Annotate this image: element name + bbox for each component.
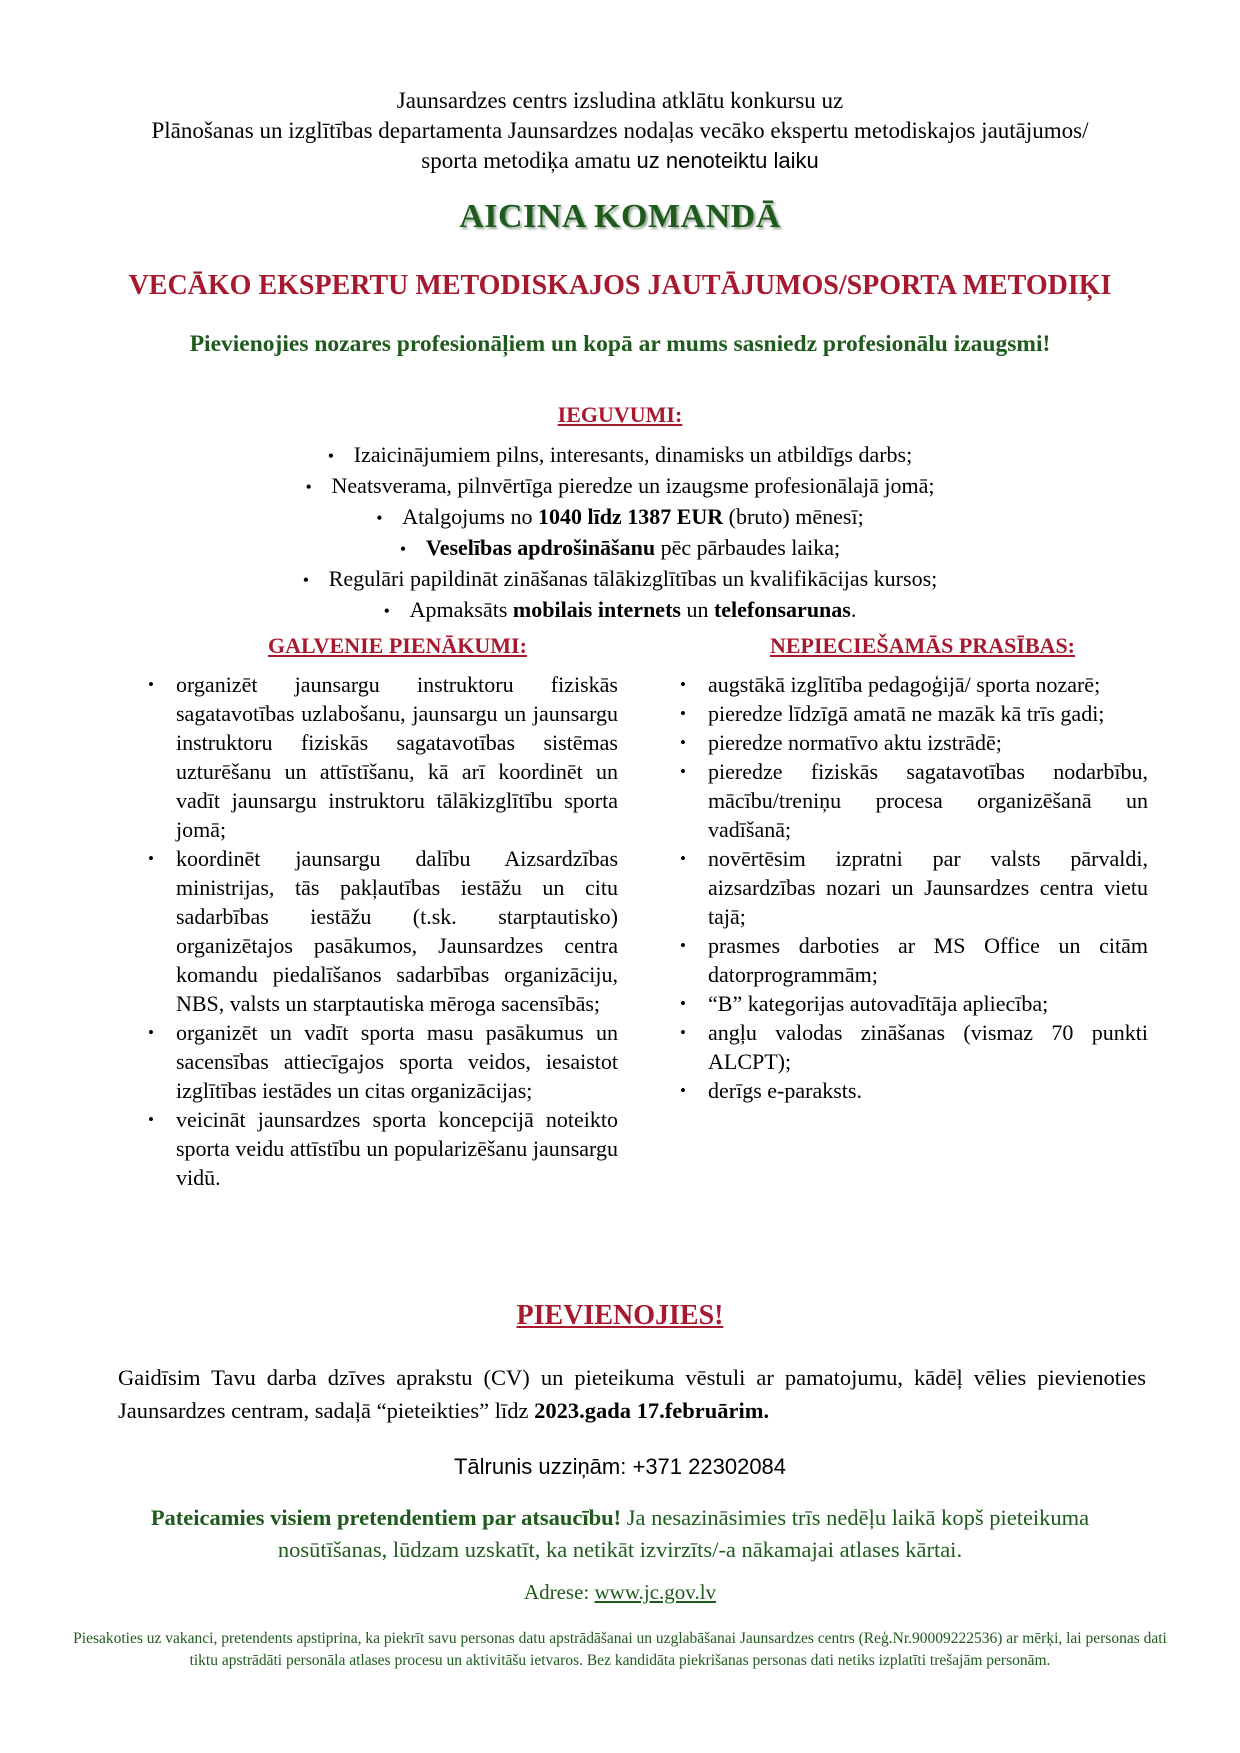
website-link[interactable]: www.jc.gov.lv	[594, 1580, 717, 1604]
benefit-item	[0, 502, 1240, 533]
benefit-emphasis: telefonsarunas	[713, 597, 851, 622]
duty-text: organizēt un vadīt sporta masu pasākumus un sacensības attiecīgajos sporta veidos, iesaistot izglītības iestādes un citas organizācijas;	[176, 1020, 618, 1103]
requirement-item	[680, 757, 1148, 844]
requirement-item	[680, 844, 1148, 931]
bullet-icon: •	[148, 1023, 154, 1042]
requirement-item	[680, 670, 1148, 699]
requirement-text: angļu valodas zināšanas (vismaz 70 punkti ALCPT);	[708, 1020, 1148, 1074]
benefit-text: (bruto) mēnesī;	[723, 504, 864, 529]
requirement-text: derīgs e-paraksts.	[708, 1078, 862, 1103]
duty-item	[148, 1105, 618, 1192]
benefit-item	[0, 533, 1240, 564]
duty-text: veicināt jaunsardzes sporta koncepcijā noteikto sporta veidu attīstību un popularizēšanu jaunsargu vidū.	[176, 1107, 618, 1190]
bullet-icon: •	[680, 849, 686, 868]
duties-list	[148, 670, 618, 1192]
bullet-icon: •	[302, 570, 310, 590]
benefit-text: Atalgojums no	[402, 504, 538, 529]
requirement-text: pieredze normatīvo aktu izstrādē;	[708, 730, 1002, 755]
bullet-icon: •	[680, 704, 686, 723]
duties-heading: GALVENIE PIENĀKUMI:	[268, 633, 527, 658]
bullet-icon: •	[399, 539, 407, 559]
address-line	[0, 1580, 1240, 1605]
bullet-icon: •	[305, 477, 312, 497]
bullet-icon: •	[148, 675, 154, 694]
bullet-icon: •	[327, 446, 335, 466]
requirement-text: novērtēsim izpratni par valsts pārvaldi, aizsardzības nozari un Jaunsardzes centra vietu tajā;	[708, 846, 1148, 929]
duty-text: organizēt jaunsargu instruktoru fiziskās sagatavotības uzlabošanu, jaunsargu un jaunsargu instruktoru fiziskās sagatavotības sistēmas uzturēšanu un attīstīšanu, kā arī koordinēt un vadīt jaunsargu instruktoru tālākizglītību sporta jomā;	[176, 672, 618, 842]
requirement-text: prasmes darboties ar MS Office un citām datorprogrammām;	[708, 933, 1148, 987]
thanks-bold: Pateicamies visiem pretendentiem par atsaucību!	[150, 1505, 622, 1530]
requirements-list	[680, 670, 1148, 1105]
benefit-item	[0, 564, 1240, 595]
benefit-text: Apmaksāts	[409, 597, 513, 622]
duty-item	[148, 670, 618, 844]
thanks-note	[150, 1502, 1090, 1566]
benefit-text: .	[850, 597, 857, 622]
intro-line-3-start: sporta metodiķa amatu	[421, 148, 637, 173]
cv-instructions-text: Gaidīsim Tavu darba dzīves aprakstu (CV) un pieteikuma vēstuli ar pamatojumu, kādēļ vēlies pievienoties Jaunsardzes centram, sadaļā “pieteikties” līdz	[118, 1365, 1146, 1423]
requirement-item	[680, 699, 1148, 728]
bullet-icon: •	[383, 601, 390, 621]
headline: AICINA KOMANDĀ	[459, 198, 781, 235]
thanks-text: Ja nesazināsimies trīs nedēļu laikā kopš pieteikuma nosūtīšanas, lūdzam uzskatīt, ka netikāt izvirzīts/-a nākamajai atlases kārtai.	[277, 1505, 1090, 1562]
bullet-icon: •	[680, 675, 686, 694]
benefit-item	[0, 595, 1240, 626]
requirement-item	[680, 931, 1148, 989]
tagline: Pievienojies nozares profesionāļiem un kopā ar mums sasniedz profesionālu izaugsmi!	[189, 331, 1051, 357]
duty-item	[148, 1018, 618, 1105]
bullet-icon: •	[148, 1110, 154, 1129]
benefit-emphasis: mobilais internets	[512, 597, 681, 622]
requirement-item	[680, 1018, 1148, 1076]
benefit-text: Neatsverama, pilnvērtīga pieredze un izaugsme profesionālajā jomā;	[331, 473, 935, 498]
duty-text: koordinēt jaunsargu dalību Aizsardzības ministrijas, tās pakļautības iestāžu un citu sadarbības iestāžu (t.sk. starptautisko) organizētajos pasākumos, Jaunsardzes centra komandu piedalīšanos sadarbības organizāciju, NBS, valsts un starptautiska mēroga sacensībās;	[176, 846, 618, 1016]
requirements-heading: NEPIECIEŠAMĀS PRASĪBAS:	[770, 633, 1076, 658]
bullet-icon: •	[680, 762, 686, 781]
benefit-emphasis: Veselības apdrošināšanu	[425, 535, 656, 560]
intro-line-3	[80, 146, 1160, 176]
bullet-icon: •	[680, 1081, 686, 1100]
intro-announcement	[80, 86, 1160, 176]
benefits-list	[0, 440, 1240, 626]
bullet-icon: •	[680, 994, 686, 1013]
bullet-icon: •	[680, 1023, 686, 1042]
benefit-item	[0, 471, 1240, 502]
requirement-item	[680, 728, 1148, 757]
benefits-heading: IEGUVUMI:	[557, 402, 683, 427]
requirement-text: pieredze fiziskās sagatavotības nodarbību, mācību/treniņu procesa organizēšanā un vadīšanā;	[708, 759, 1148, 842]
intro-line-3-end: uz nenoteiktu laiku	[636, 148, 819, 173]
benefit-text: pēc pārbaudes laika;	[655, 535, 841, 560]
cv-instructions	[118, 1361, 1146, 1427]
requirement-text: pieredze līdzīgā amatā ne mazāk kā trīs gadi;	[708, 701, 1105, 726]
requirement-text: “B” kategorijas autovadītāja apliecība;	[708, 991, 1049, 1016]
intro-line-2: Plānošanas un izglītības departamenta Jaunsardzes nodaļas vecāko ekspertu metodiskajos jautājumos/	[151, 118, 1089, 143]
benefit-item	[0, 440, 1240, 471]
intro-line-1: Jaunsardzes centrs izsludina atklātu konkursu uz	[396, 88, 844, 113]
benefit-text: Izaicinājumiem pilns, interesants, dinamisks un atbildīgs darbs;	[353, 442, 913, 467]
bullet-icon: •	[148, 849, 154, 868]
salary-range: 1040 līdz 1387 EUR	[537, 504, 724, 529]
duty-item	[148, 844, 618, 1018]
join-heading: PIEVIENOJIES!	[516, 1300, 724, 1331]
phone-info: Tālrunis uzziņām: +371 22302084	[453, 1454, 787, 1479]
privacy-footnote: Piesakoties uz vakanci, pretendents apstiprina, ka piekrīt savu personas datu apstrādāšanai un uzglabāšanai Jaunsardzes centrs (Reģ.Nr.90009222536) ar mērķi, lai personas dati tiktu apstrādāti personāla atlases procesu un aktivitāšu ietvaros. Bez kandidāta piekrišanas personas dati netiks izplatīti trešajām personām.	[73, 1630, 1167, 1669]
requirement-item	[680, 1076, 1148, 1105]
requirement-item	[680, 989, 1148, 1018]
bullet-icon: •	[376, 508, 383, 528]
bullet-icon: •	[680, 936, 686, 955]
address-label: Adrese:	[523, 1580, 595, 1604]
position-title: VECĀKO EKSPERTU METODISKAJOS JAUTĀJUMOS/SPORTA METODIĶI	[128, 270, 1112, 301]
application-deadline: 2023.gada 17.februārim.	[534, 1398, 770, 1423]
requirement-text: augstākā izglītība pedagoģijā/ sporta nozarē;	[708, 672, 1101, 697]
bullet-icon: •	[680, 733, 686, 752]
benefit-text: un	[680, 597, 714, 622]
benefit-text: Regulāri papildināt zināšanas tālākizglītības un kvalifikācijas kursos;	[328, 566, 938, 591]
